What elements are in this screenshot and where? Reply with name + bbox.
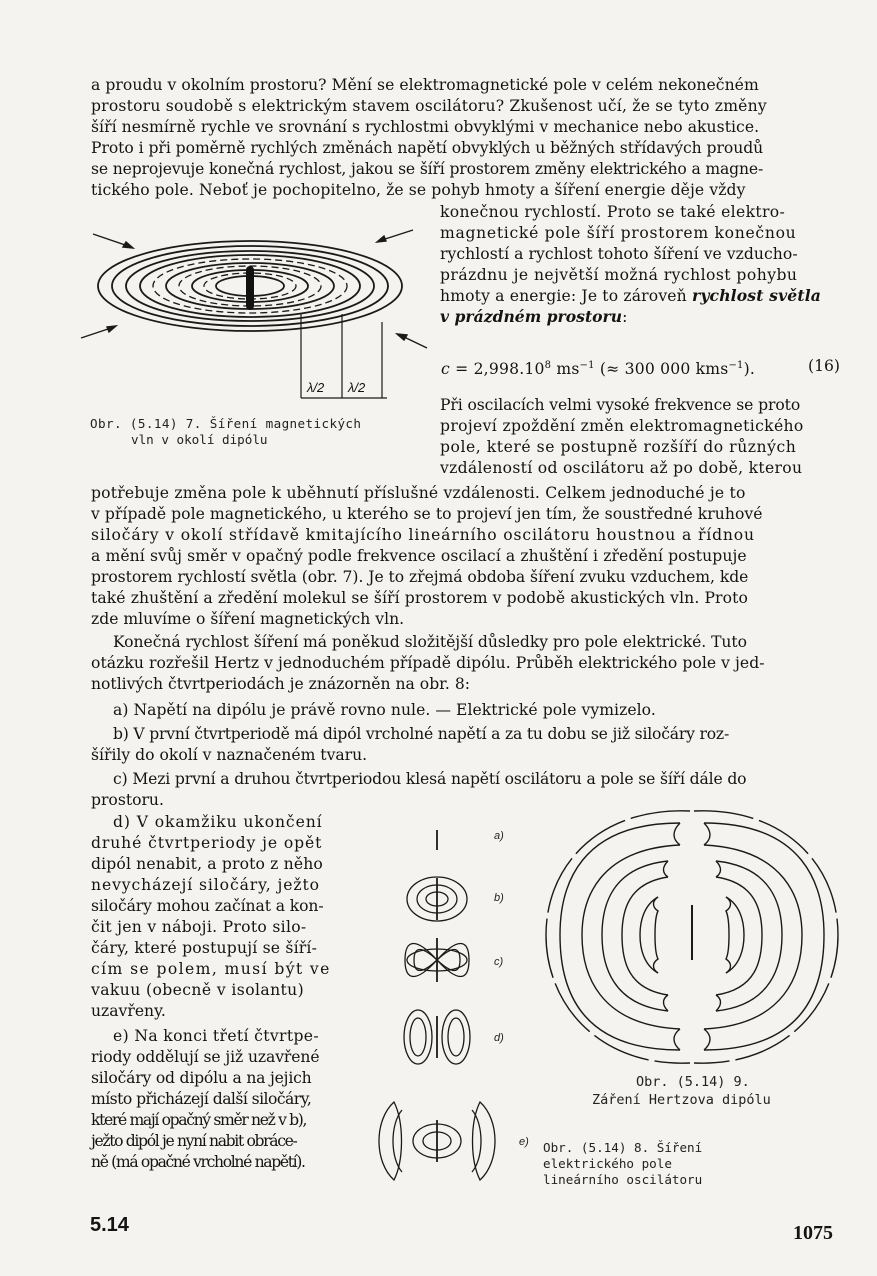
- page-number: 1075: [793, 1222, 833, 1244]
- caption-line: elektrického pole: [543, 1156, 672, 1171]
- text-line: vzdáleností od oscilátoru až po době, kterou: [440, 459, 803, 477]
- panel-label: e): [519, 1136, 529, 1148]
- text-line: ježto dipól je nyní nabit obráce-: [91, 1132, 297, 1150]
- emphasis-term: rychlost světla: [691, 286, 822, 305]
- text-line: se neprojevuje konečná rychlost, jakou se šíří prostorem změny elektrického a magne-: [91, 160, 764, 178]
- text-line: uzavřeny.: [91, 1002, 166, 1020]
- text-line: prázdnu je největší možná rychlost pohybu: [440, 266, 798, 284]
- caption-line: Obr. (5.14) 7. Šíření magnetických: [90, 416, 362, 431]
- figure-8-electric-field-panels: [380, 820, 530, 1200]
- text-line: e) Na konci třetí čtvrtpe-: [113, 1027, 319, 1045]
- caption-line: Obr. (5.14) 8. Šíření: [543, 1140, 703, 1155]
- text-line: Konečná rychlost šíření má poněkud složitější důsledky pro pole elektrické. Tuto: [113, 633, 747, 651]
- text-line: siločáry v okolí střídavě kmitajícího lineárního oscilátoru houstnou a řídnou: [91, 526, 755, 544]
- text-line: čit jen v náboji. Proto silo-: [91, 918, 307, 936]
- panel-label: a): [494, 830, 504, 842]
- text-line: vakuu (obecně v isolantu): [91, 981, 305, 999]
- caption-line: Obr. (5.14) 9.: [636, 1074, 750, 1090]
- text-line: v případě pole magnetického, u kterého se to projeví jen tím, že soustředné kruhové: [91, 505, 763, 523]
- text-line: cím se polem, musí být ve: [91, 960, 331, 978]
- text-line: čáry, které postupují se šíří-: [91, 939, 318, 957]
- text-line: nevycházejí siločáry, ježto: [91, 876, 320, 894]
- equation-exponent: 8: [544, 360, 552, 371]
- lambda-label: λ/2: [348, 380, 366, 395]
- colon: :: [622, 308, 628, 326]
- text-line: b) V první čtvrtperiodě má dipól vrcholné napětí a za tu dobu se již siločáry roz-: [113, 725, 730, 743]
- text-line: které mají opačný směr než v b),: [91, 1111, 307, 1129]
- text-line: druhé čtvrtperiody je opět: [91, 834, 323, 852]
- equation-equals: =: [455, 360, 469, 379]
- panel-label: c): [494, 956, 504, 968]
- text-line: také zhuštění a zředění molekul se šíří prostorem v podobě akustických vln. Proto: [91, 589, 748, 607]
- equation-approx-exponent: −1: [728, 360, 744, 371]
- text-line: projeví zpoždění změn elektromagnetického: [440, 417, 804, 435]
- equation-approx: (≈ 300 000 kms: [599, 360, 729, 379]
- equation-number: (16): [808, 357, 841, 375]
- text-line: riody oddělují se již uzavřené: [91, 1048, 320, 1066]
- text-line: šíří nesmírně rychle ve srovnání s rychlostmi obvyklými v mechanice nebo akustice.: [91, 118, 760, 136]
- text-line: otázku rozřešil Hertz v jednoduchém případě dipólu. Průběh elektrického pole v jed-: [91, 654, 765, 672]
- text-line: konečnou rychlostí. Proto se také elektro-: [440, 203, 786, 221]
- text-line: Proto i při poměrně rychlých změnách napětí obvyklých u běžných střídavých proudů: [91, 139, 764, 157]
- text-line: magnetické pole šíří prostorem konečnou: [440, 224, 797, 242]
- text-segment: hmoty a energie: Je to zároveň: [440, 287, 687, 305]
- text-line: zde mluvíme o šíření magnetických vln.: [91, 610, 405, 628]
- text-line: a proudu v okolním prostoru? Mění se elektromagnetické pole v celém nekonečném: [91, 76, 759, 94]
- text-line: pole, které se postupně rozšíří do různých: [440, 438, 797, 456]
- text-line: d) V okamžiku ukončení: [113, 813, 323, 831]
- text-line: [440, 307, 627, 327]
- figure-7-magnetic-waves-diagram: [75, 222, 435, 402]
- text-line: prostorem rychlostí světla (obr. 7). Je to zřejmá obdoba šíření zvuku vzduchem, kde: [91, 568, 749, 586]
- text-line: a mění svůj směr v opačný podle frekvence oscilací a zhuštění i zředění postupuje: [91, 547, 747, 565]
- list-item-a: a) Napětí na dipólu je právě rovno nule. — Elektrické pole vymizelo.: [113, 701, 656, 719]
- caption-line: Záření Hertzova dipólu: [592, 1092, 771, 1108]
- text-line: ně (má opačné vrcholné napětí).: [91, 1153, 305, 1171]
- equation-symbol: c: [441, 360, 450, 379]
- text-line: notlivých čtvrtperiodách je znázorněn na obr. 8:: [91, 675, 471, 693]
- caption-line: lineárního oscilátoru: [543, 1172, 703, 1187]
- panel-label: d): [494, 1032, 504, 1044]
- equation-value: 2,998.10: [473, 360, 545, 379]
- caption-line: vln v okolí dipólu: [131, 432, 268, 447]
- text-line: šířily do okolí v naznačeném tvaru.: [91, 746, 368, 764]
- figure-9-hertz-dipole-radiation: [540, 805, 840, 1070]
- equation-16: [441, 356, 755, 379]
- text-line: místo přicházejí další siločáry,: [91, 1090, 312, 1108]
- text-line: [440, 286, 821, 306]
- text-line: tického pole. Neboť je pochopitelno, že se pohyb hmoty a šíření energie děje vždy: [91, 181, 746, 199]
- text-line: rychlostí a rychlost tohoto šíření ve vzducho-: [440, 245, 798, 263]
- text-line: prostoru soudobě s elektrickým stavem oscilátoru? Zkušenost učí, že se tyto změny: [91, 97, 767, 115]
- text-line: Při oscilacích velmi vysoké frekvence se proto: [440, 396, 801, 414]
- emphasis-term: v prázdném prostoru: [440, 307, 623, 326]
- equation-unit: ms: [556, 360, 580, 379]
- text-line: potřebuje změna pole k uběhnutí příslušné vzdálenosti. Celkem jednoduché je to: [91, 484, 746, 502]
- text-line: siločáry od dipólu a na jejich: [91, 1069, 312, 1087]
- equation-unit-exponent: −1: [579, 360, 595, 371]
- equation-approx-close: ).: [743, 360, 756, 379]
- text-line: c) Mezi první a druhou čtvrtperiodou klesá napětí oscilátoru a pole se šíří dále do: [113, 770, 747, 788]
- lambda-label: λ/2: [307, 380, 325, 395]
- text-line: siločáry mohou začínat a kon-: [91, 897, 324, 915]
- text-line: dipól nenabit, a proto z něho: [91, 855, 323, 873]
- text-line: prostoru.: [91, 791, 164, 809]
- panel-label: b): [494, 892, 504, 904]
- section-number: 5.14: [90, 1214, 129, 1236]
